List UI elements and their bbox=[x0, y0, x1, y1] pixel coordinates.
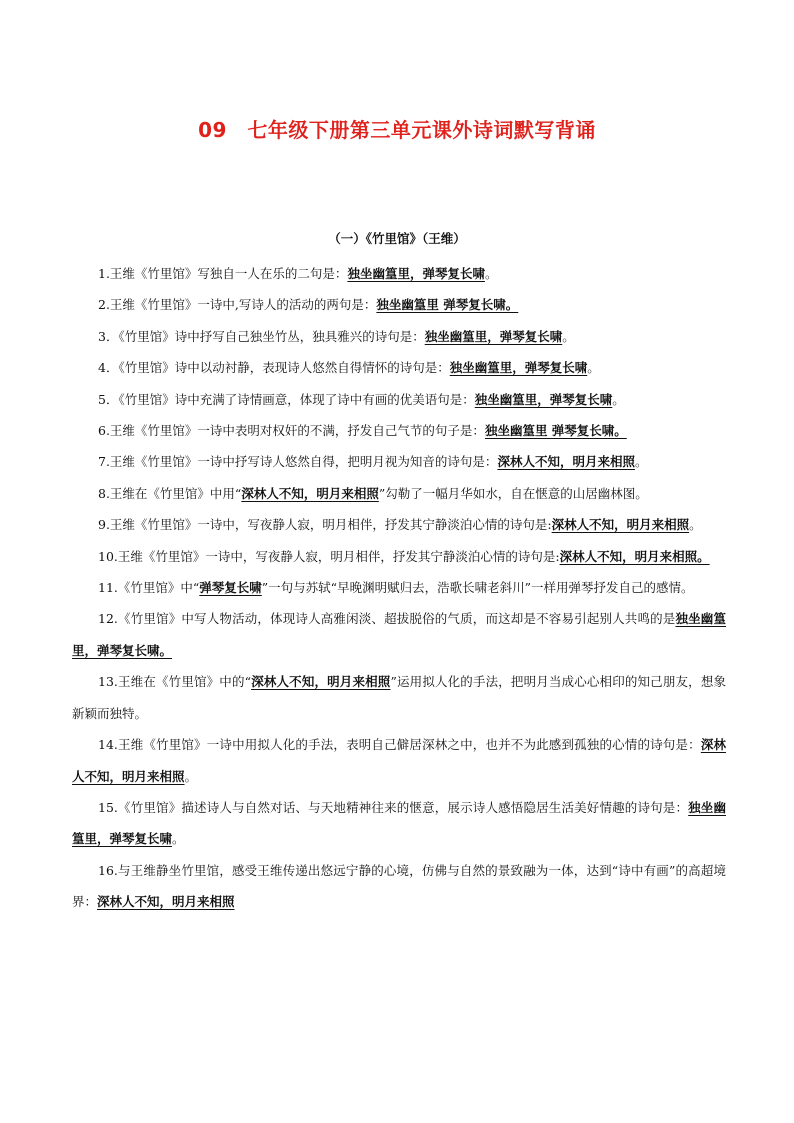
answer-text: 独坐幽篁里，弹琴复长啸 bbox=[474, 391, 613, 407]
question-item bbox=[72, 289, 726, 320]
question-suffix: 。 bbox=[484, 266, 498, 281]
question-item bbox=[72, 855, 726, 918]
question-suffix: 。 bbox=[634, 454, 648, 470]
answer-text: 深林人不知，明月来相照。 bbox=[559, 548, 710, 564]
question-suffix: 。 bbox=[612, 391, 625, 407]
question-text: 13.王维在《竹里馆》中的“ bbox=[98, 674, 252, 690]
question-text: 15.《竹里馆》描述诗人与自然对话、与天地精神往来的惬意，展示诗人感悟隐居生活美好情趣的诗句是： bbox=[98, 799, 689, 815]
question-text: 8.王维在《竹里馆》中用“ bbox=[98, 485, 242, 501]
question-text: 11.《竹里馆》中“ bbox=[98, 580, 200, 596]
question-text: 1.王维《竹里馆》写独自一人在乐的二句是： bbox=[98, 266, 348, 281]
answer-text: 深林人不知，明月来相照 bbox=[241, 485, 379, 501]
answer-text: 独坐幽篁里，弹琴复长啸 bbox=[424, 328, 563, 344]
question-text: 4．《竹里馆》诗中以动衬静，表现诗人悠然自得情怀的诗句是： bbox=[98, 360, 450, 376]
question-text: 16.与王维静坐竹里馆，感受王维传递出悠远宁静的心境，仿佛与自然的景致融为一体，达到“诗中有画”的高超境界： bbox=[72, 862, 726, 910]
question-text: 5．《竹里馆》诗中充满了诗情画意，体现了诗中有画的优美语句是： bbox=[98, 391, 475, 407]
question-text: 12.《竹里馆》中写人物活动，体现诗人高雅闲淡、超拔脱俗的气质，而这却是不容易引起别人共鸣的是 bbox=[98, 611, 676, 627]
section-heading: （一）《竹里馆》（王维） bbox=[328, 231, 466, 246]
answer-text: 深林人不知，明月来相照 bbox=[72, 737, 726, 784]
answer-text: 独坐幽篁里 弹琴复长啸。 bbox=[484, 423, 627, 439]
question-text: 7.王维《竹里馆》一诗中抒写诗人悠然自得，把明月视为知音的诗句是： bbox=[98, 454, 498, 470]
question-item bbox=[72, 446, 726, 477]
question-item bbox=[72, 478, 726, 509]
question-suffix: 。 bbox=[184, 768, 198, 784]
question-text: 14.王维《竹里馆》一诗中用拟人化的手法，表明自己僻居深林之中，也并不为此感到孤独的心情的诗句是： bbox=[98, 737, 701, 753]
question-list bbox=[72, 258, 726, 918]
question-suffix: 。 bbox=[562, 328, 575, 344]
document-title: 09 七年级下册第三单元课外诗词默写背诵 bbox=[198, 118, 596, 142]
question-item bbox=[72, 321, 726, 352]
question-item bbox=[72, 792, 726, 855]
question-item bbox=[72, 572, 726, 603]
answer-text: 弹琴复长啸 bbox=[199, 580, 262, 596]
question-item bbox=[72, 666, 726, 729]
answer-text: 深林人不知，明月来相照 bbox=[251, 674, 391, 690]
question-suffix: ”一句与苏轼“早晚渊明赋归去，浩歌长啸老斜川”一样用弹琴抒发自己的感情。 bbox=[261, 580, 694, 596]
question-suffix: ”运用拟人化的手法，把明月当成心心相印的知己朋友，想象新颖而独特。 bbox=[72, 674, 726, 721]
question-item bbox=[72, 729, 726, 792]
question-item bbox=[72, 509, 726, 540]
answer-text: 独坐幽篁里，弹琴复长啸 bbox=[347, 266, 485, 281]
question-item bbox=[72, 258, 726, 289]
question-item bbox=[72, 415, 726, 446]
answer-text: 独坐幽篁里 弹琴复长啸。 bbox=[376, 297, 519, 313]
answer-text: 深林人不知，明月来相照 bbox=[497, 454, 635, 470]
answer-text: 独坐幽篁里，弹琴复长啸 bbox=[449, 360, 588, 376]
question-suffix: 。 bbox=[587, 360, 600, 376]
answer-text: 深林人不知，明月来相照 bbox=[97, 894, 235, 910]
question-text: 10.王维《竹里馆》一诗中，写夜静人寂，明月相伴，抒发其宁静淡泊心情的诗句是: bbox=[98, 548, 560, 564]
answer-text: 深林人不知，明月来相照 bbox=[551, 517, 690, 533]
question-suffix: ”勾勒了一幅月华如水，自在惬意的山居幽林图。 bbox=[378, 485, 648, 501]
question-item bbox=[72, 384, 726, 415]
answer-text: 独坐幽篁里，弹琴复长啸。 bbox=[72, 611, 726, 658]
question-text: 6.王维《竹里馆》一诗中表明对权奸的不满，抒发自己气节的句子是： bbox=[98, 423, 485, 439]
answer-text: 独坐幽篁里，弹琴复长啸 bbox=[72, 799, 726, 847]
question-item bbox=[72, 352, 726, 383]
question-item bbox=[72, 541, 726, 572]
question-suffix: 。 bbox=[689, 517, 702, 533]
question-text: 9.王维《竹里馆》一诗中，写夜静人寂，明月相伴，抒发其宁静淡泊心情的诗句是: bbox=[98, 517, 552, 533]
question-suffix: 。 bbox=[172, 831, 185, 847]
question-text: 2.王维《竹里馆》一诗中,写诗人的活动的两句是： bbox=[98, 297, 377, 313]
question-item bbox=[72, 603, 726, 666]
question-text: 3．《竹里馆》诗中抒写自己独坐竹丛，独具雅兴的诗句是： bbox=[98, 328, 425, 344]
